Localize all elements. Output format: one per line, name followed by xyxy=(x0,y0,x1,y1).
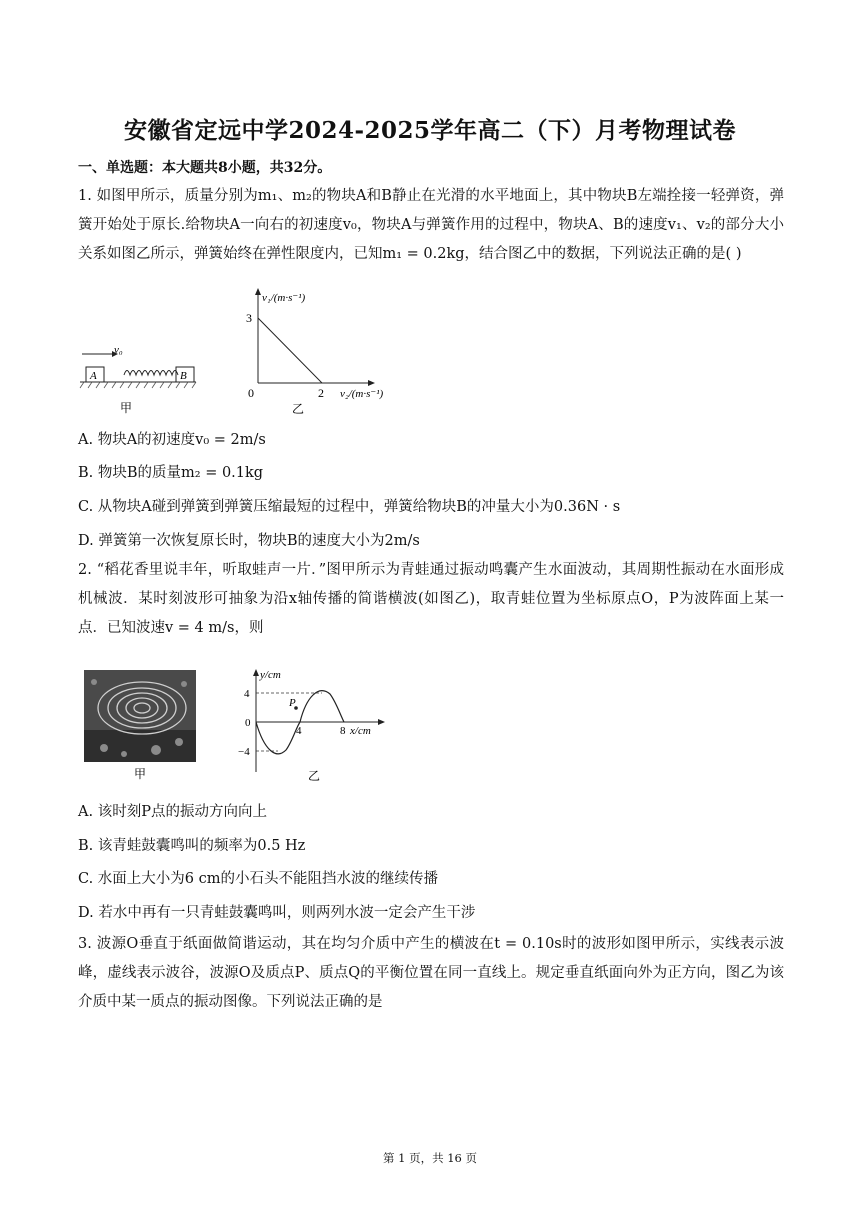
q2-option-a[interactable]: A. 该时刻P点的振动方向向上 xyxy=(78,804,267,820)
q1-option-a[interactable]: A. 物块A的初速度v₀ = 2m/s xyxy=(78,432,266,448)
q1-y-tick: 3 xyxy=(246,311,252,325)
q2-option-c[interactable]: C. 水面上大小为6 cm的小石头不能阻挡水波的继续传播 xyxy=(78,871,438,887)
q2-option-d[interactable]: D. 若水中再有一只青蛙鼓囊鸣叫，则两列水波一定会产生干涉 xyxy=(78,905,476,921)
q2-figure-jia xyxy=(84,670,198,782)
q1-x-tick: 2 xyxy=(318,386,324,400)
page-title: 安徽省定远中学2024-2025学年高二（下）月考物理试卷 xyxy=(123,117,737,144)
question-1-text: 1. 如图甲所示，质量分别为m₁、m₂的物块A和B静止在光滑的水平地面上，其中物块B左端拴接一轻弹资，弹簧开始处于原长.给物块A一向右的初速度v₀，物块A与弹簧作用的过程中，物块A、B的速度v₁、v₂的部分大小关系如图乙所示，弹簧始终在弹性限度内，已知m₁ = 0.2kg，结合图乙中的数据，下列说法正确的是( ) xyxy=(78,188,784,262)
q1-figure-yi xyxy=(240,285,410,420)
q2-x-tick-1: 4 xyxy=(296,725,302,737)
q1-v0-label: v₀ xyxy=(114,344,123,356)
q1-option-c[interactable]: C. 从物块A碰到弹簧到弹簧压缩最短的过程中，弹簧给物块B的冲量大小为0.36N · s xyxy=(78,499,621,515)
question-3-text: 3. 波源O垂直于纸面做简谐运动，其在均匀介质中产生的横波在t = 0.10s时的波形如图甲所示，实线表示波峰，虚线表示波谷，波源O及质点P、质点Q的平衡位置在同一直线上。规定垂直纸面向外为正方向，图乙为该介质中某一质点的振动图像。下列说法正确的是 xyxy=(78,936,784,1010)
q1-fig-yi-caption: 乙 xyxy=(292,402,305,416)
q1-block-a-label: A xyxy=(90,370,97,382)
q2-option-b[interactable]: B. 该青蛙鼓囊鸣叫的频率为0.5 Hz xyxy=(78,838,306,854)
q1-origin: 0 xyxy=(248,386,254,400)
q2-y-pos-tick: 4 xyxy=(244,688,250,700)
q1-fig-jia-caption: 甲 xyxy=(120,401,133,415)
q1-ylabel: v₁/(m·s⁻¹) xyxy=(262,292,306,304)
q1-figure-jia xyxy=(78,340,218,420)
q2-origin: 0 xyxy=(245,717,251,729)
q2-fig-jia-caption: 甲 xyxy=(134,767,147,781)
q2-y-neg-tick: −4 xyxy=(238,746,250,758)
question-2-text: 2. “稻花香里说丰年，听取蛙声一片．”图甲所示为青蛙通过振动鸣囊产生水面波动，其周期性振动在水面形成机械波．某时刻波形可抽象为沿x轴传播的简谐横波(如图乙)，取青蛙位置为坐标原点O，P为波阵面上某一点．已知波速v = 4 m/s，则 xyxy=(78,562,784,636)
q1-option-b[interactable]: B. 物块B的质量m₂ = 0.1kg xyxy=(78,465,264,481)
q1-xlabel: v₂/(m·s⁻¹) xyxy=(340,388,384,400)
q2-fig-yi-caption: 乙 xyxy=(308,769,321,783)
q2-xlabel: x/cm xyxy=(350,725,371,737)
q1-option-d[interactable]: D. 弹簧第一次恢复原长时，物块B的速度大小为2m/s xyxy=(78,533,420,549)
q1-block-b-label: B xyxy=(180,370,187,382)
page-footer: 第 1 页，共 16 页 xyxy=(382,1151,478,1165)
q2-figure-yi xyxy=(226,662,396,784)
section-heading: 一、单选题：本大题共8小题，共32分。 xyxy=(78,160,332,176)
q2-ylabel: y/cm xyxy=(260,669,281,681)
q2-point-label: P xyxy=(289,697,296,709)
q2-x-tick-2: 8 xyxy=(340,725,346,737)
q1-v1-v2-line xyxy=(258,318,322,383)
